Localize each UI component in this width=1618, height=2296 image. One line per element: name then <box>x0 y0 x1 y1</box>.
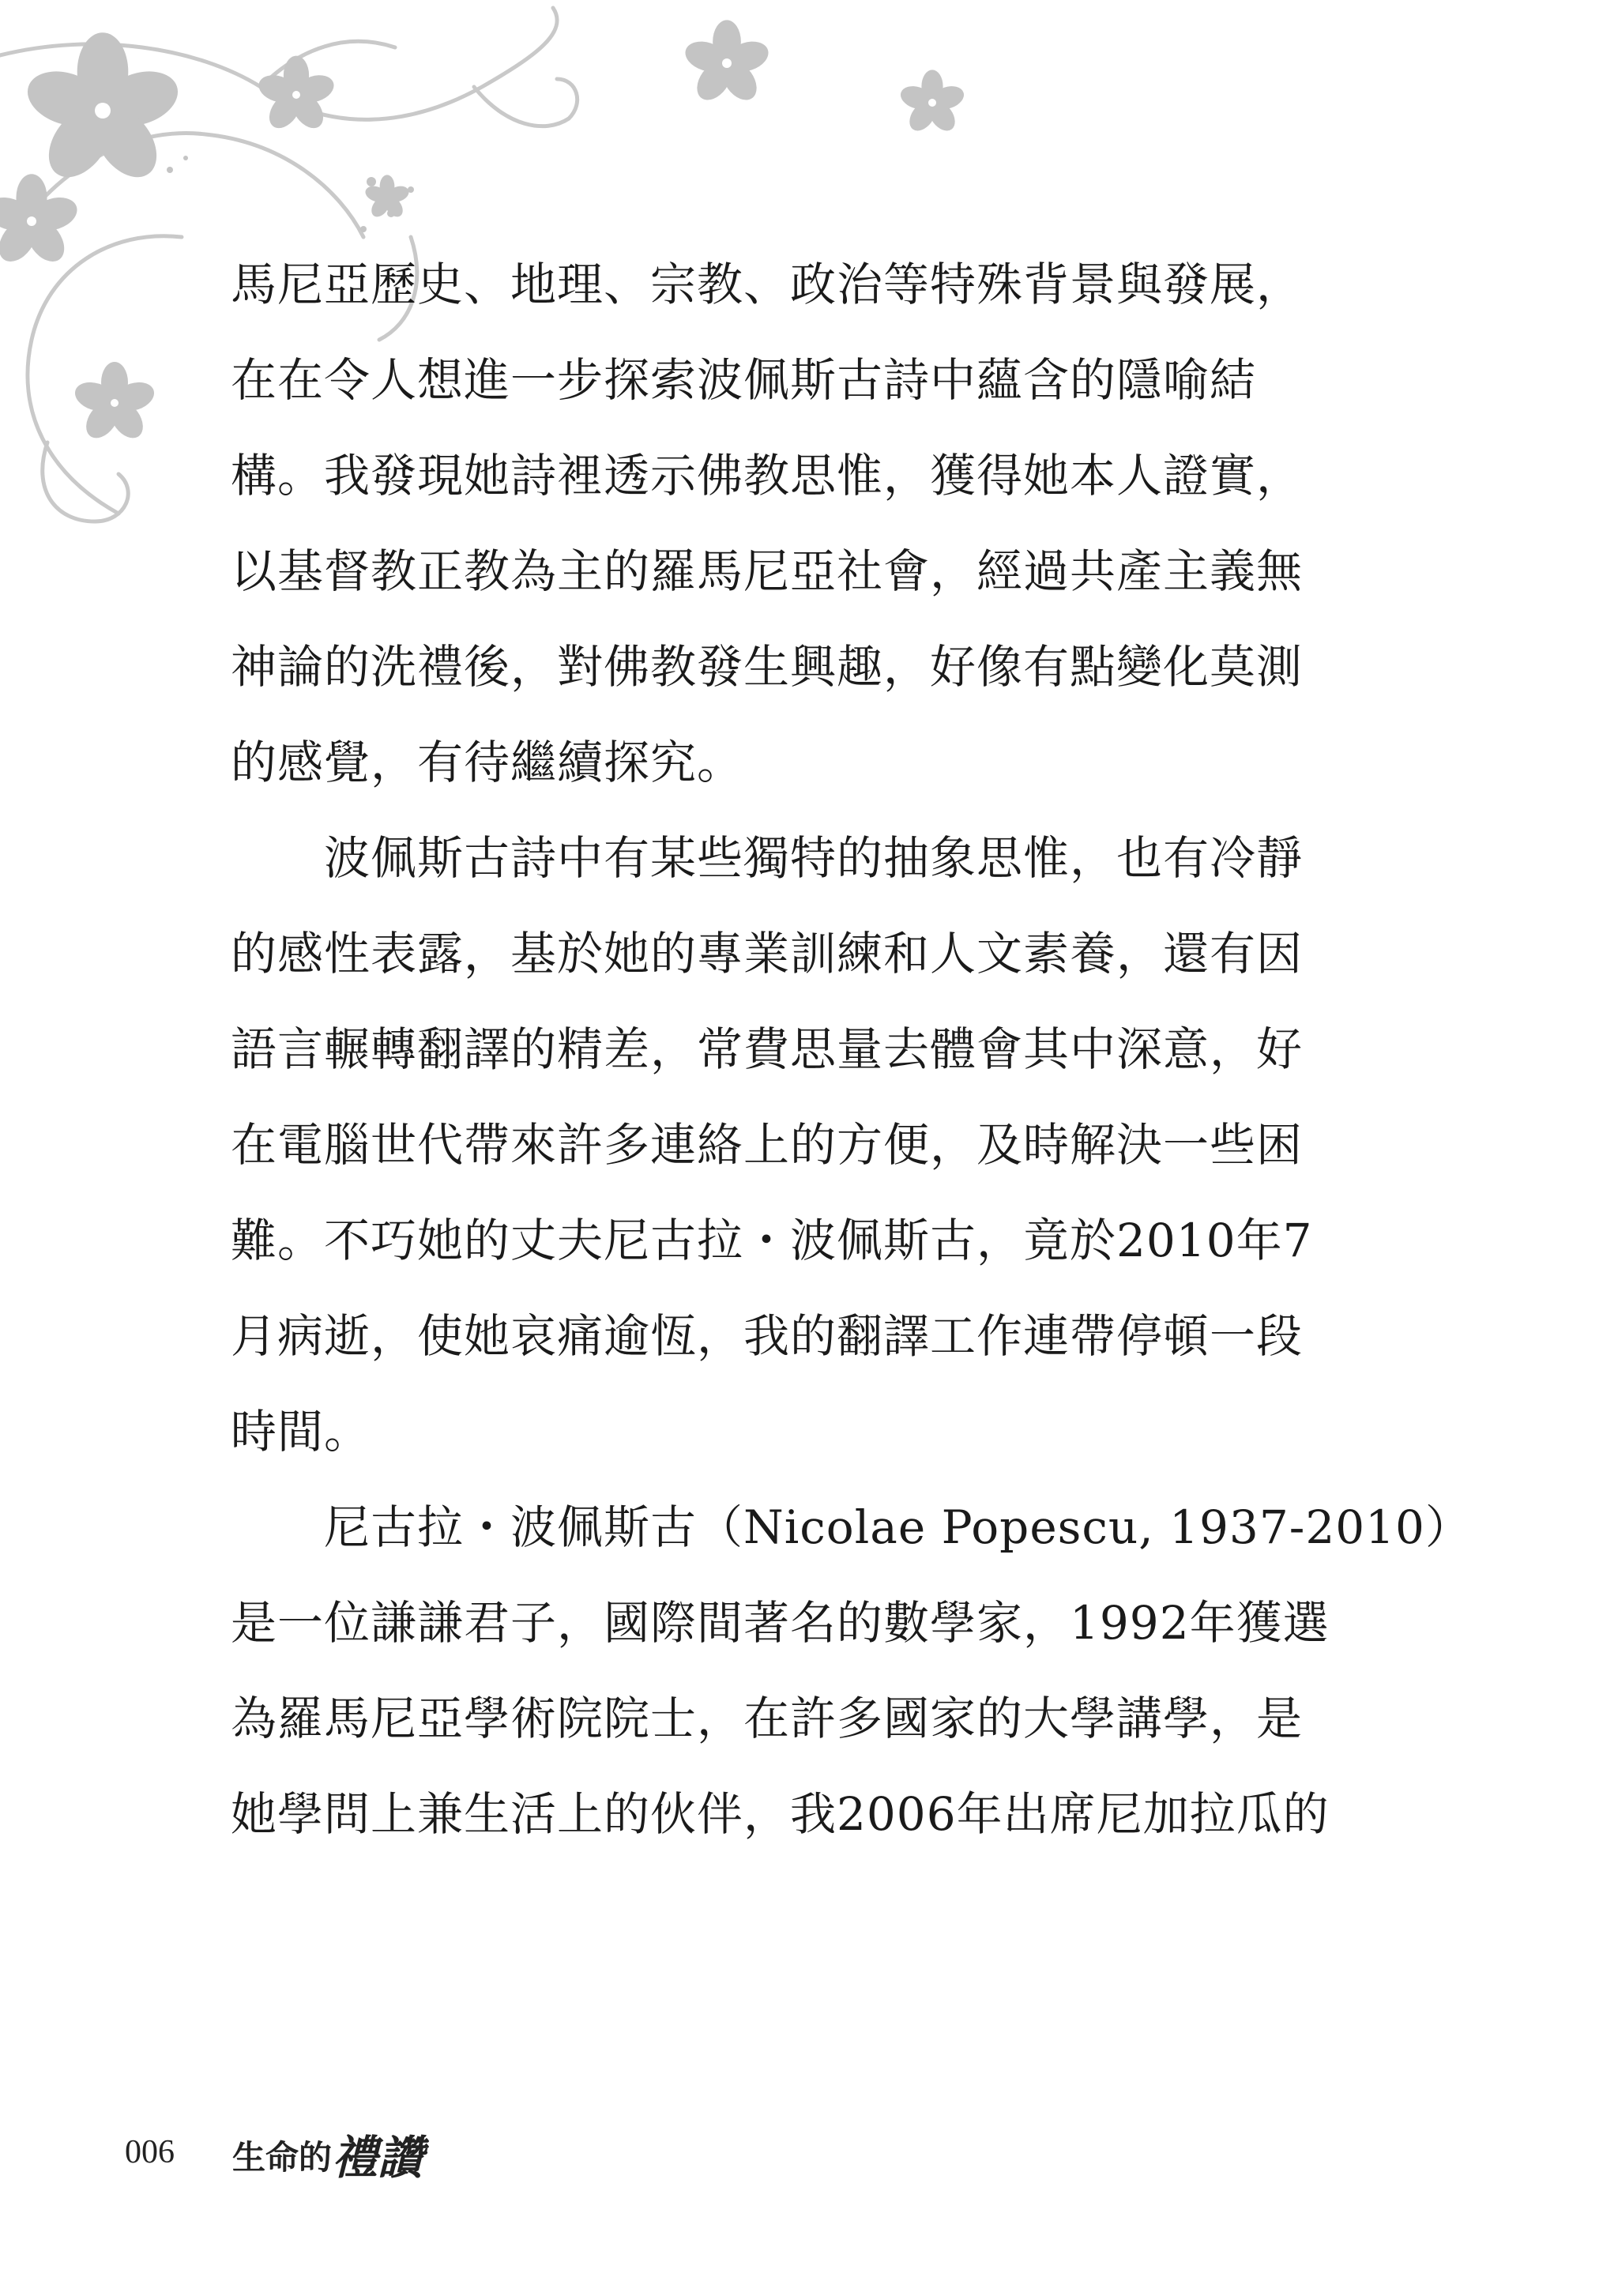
text-line: 馬尼亞歷史、地理、宗教、政治等特殊背景與發展， <box>231 258 1304 311</box>
text-line: 是一位謙謙君子，國際間著名的數學家，1992年獲選 <box>231 1596 1330 1650</box>
text-line: 在電腦世代帶來許多連絡上的方便，及時解決一些困 <box>231 1118 1304 1172</box>
text-line: 時間。 <box>231 1405 371 1459</box>
text-line: 的感覺，有待繼續探究。 <box>231 736 744 789</box>
page-number: 006 <box>125 2134 175 2170</box>
text-line: 為羅馬尼亞學術院院士，在許多國家的大學講學，是 <box>231 1692 1304 1745</box>
book-title-prefix: 生命的 <box>232 2138 333 2177</box>
text-line: 的感性表露，基於她的專業訓練和人文素養，還有因 <box>231 927 1304 981</box>
text-line: 她學問上兼生活上的伙伴，我2006年出席尼加拉瓜的 <box>231 1787 1330 1841</box>
text-line: 神論的洗禮後，對佛教發生興趣，好像有點變化莫測 <box>231 640 1304 694</box>
body-text <box>231 237 1472 1862</box>
text-line: 月病逝，使她哀痛逾恆，我的翻譯工作連帶停頓一段 <box>231 1309 1304 1363</box>
text-line: 構。我發現她詩裡透示佛教思惟，獲得她本人證實， <box>231 449 1304 502</box>
text-line: 語言輾轉翻譯的精差，常費思量去體會其中深意，好 <box>231 1022 1304 1076</box>
text-line: 在在令人想進一步探索波佩斯古詩中蘊含的隱喻結 <box>231 353 1257 407</box>
text-line: 難。不巧她的丈夫尼古拉・波佩斯古，竟於2010年7 <box>231 1214 1313 1267</box>
paragraph-start-line: 尼古拉・波佩斯古（Nicolae Popescu, 1937-2010） <box>324 1500 1472 1554</box>
book-title-main: 禮讚 <box>332 2131 424 2185</box>
text-line: 以基督教正教為主的羅馬尼亞社會，經過共產主義無 <box>231 544 1304 598</box>
paragraph-start-line: 波佩斯古詩中有某些獨特的抽象思惟，也有冷靜 <box>324 831 1304 885</box>
